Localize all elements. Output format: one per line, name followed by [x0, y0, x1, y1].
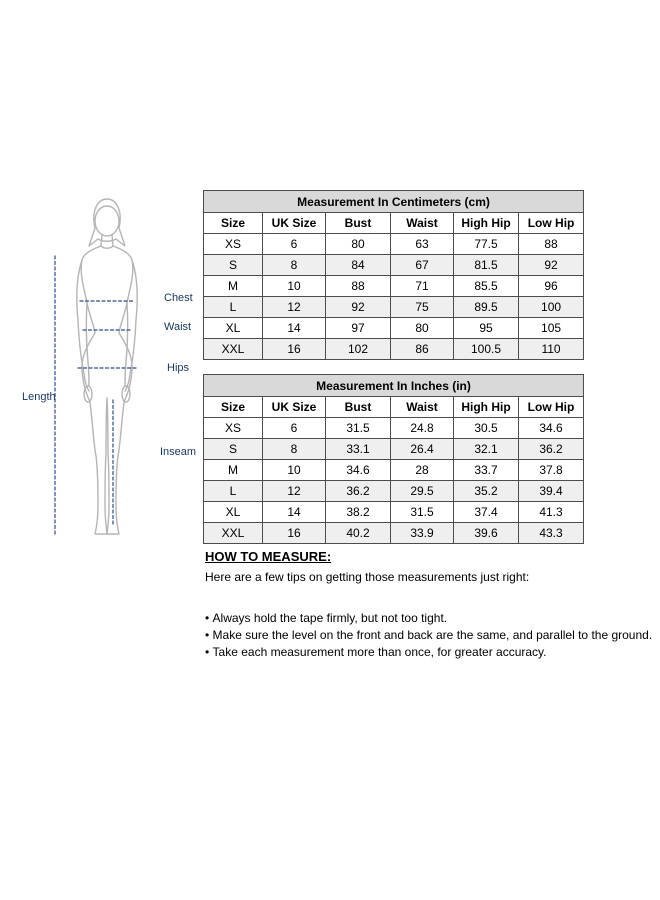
figure-left-arm: [77, 260, 89, 391]
size-cell: 26.4: [391, 439, 454, 460]
size-cell: 33.1: [326, 439, 391, 460]
table-title-row: [204, 191, 584, 213]
column-header: High Hip: [454, 397, 519, 418]
size-cell: 67: [391, 255, 454, 276]
figure-right-arm: [125, 260, 137, 391]
size-row: [204, 276, 584, 297]
measure-tip: • Take each measurement more than once, for greater accuracy.: [205, 644, 655, 661]
size-table-body: [204, 418, 584, 544]
size-cell: 88: [519, 234, 584, 255]
size-cell: 33.9: [391, 523, 454, 544]
size-cell: XL: [204, 502, 263, 523]
size-cell: 80: [391, 318, 454, 339]
size-row: [204, 418, 584, 439]
size-cell: 31.5: [391, 502, 454, 523]
how-to-measure-heading: HOW TO MEASURE:: [205, 549, 332, 564]
size-cell: 81.5: [454, 255, 519, 276]
measure-tip: • Make sure the level on the front and back are the same, and parallel to the ground.: [205, 627, 655, 644]
column-header: Waist: [391, 213, 454, 234]
size-cell: 95: [454, 318, 519, 339]
size-cell: 14: [263, 318, 326, 339]
table-title-row: [204, 375, 584, 397]
size-cell: 33.7: [454, 460, 519, 481]
size-cell: 75: [391, 297, 454, 318]
length-label: Length: [22, 391, 56, 403]
size-row: [204, 255, 584, 276]
size-cell: 35.2: [454, 481, 519, 502]
size-cell: 110: [519, 339, 584, 360]
table-title: Measurement In Centimeters (cm): [204, 191, 584, 213]
column-header: High Hip: [454, 213, 519, 234]
size-row: [204, 502, 584, 523]
size-cell: XL: [204, 318, 263, 339]
size-cell: 71: [391, 276, 454, 297]
tips-list: [205, 610, 655, 661]
size-cell: 39.4: [519, 481, 584, 502]
size-cell: 96: [519, 276, 584, 297]
waist-label: Waist: [164, 321, 192, 333]
size-row: [204, 439, 584, 460]
size-cell: 24.8: [391, 418, 454, 439]
column-header: Low Hip: [519, 397, 584, 418]
size-cell: 8: [263, 255, 326, 276]
size-cell: 92: [326, 297, 391, 318]
size-cell: 39.6: [454, 523, 519, 544]
table-title: Measurement In Inches (in): [204, 375, 584, 397]
measure-tip: • Always hold the tape firmly, but not too tight.: [205, 610, 655, 627]
size-cell: 77.5: [454, 234, 519, 255]
size-cell: 97: [326, 318, 391, 339]
size-cell: 38.2: [326, 502, 391, 523]
size-cell: 86: [391, 339, 454, 360]
body-figure-illustration: [50, 196, 165, 541]
size-cell: XS: [204, 418, 263, 439]
size-cell: 10: [263, 276, 326, 297]
column-header: Waist: [391, 397, 454, 418]
size-cell: 34.6: [519, 418, 584, 439]
size-cell: 100.5: [454, 339, 519, 360]
size-cell: 102: [326, 339, 391, 360]
size-cell: 16: [263, 523, 326, 544]
size-cell: 28: [391, 460, 454, 481]
how-to-measure-intro: Here are a few tips on getting those measurements just right:: [205, 570, 530, 584]
size-cell: 37.8: [519, 460, 584, 481]
size-cell: XXL: [204, 339, 263, 360]
hips-label: Hips: [167, 362, 190, 374]
size-row: [204, 481, 584, 502]
size-cell: XS: [204, 234, 263, 255]
size-cell: 63: [391, 234, 454, 255]
size-cell: 6: [263, 418, 326, 439]
size-cell: 14: [263, 502, 326, 523]
size-cell: 80: [326, 234, 391, 255]
size-cell: 84: [326, 255, 391, 276]
size-table-body: [204, 234, 584, 360]
size-cell: S: [204, 255, 263, 276]
size-row: [204, 234, 584, 255]
size-row: [204, 318, 584, 339]
column-header-row: [204, 213, 584, 234]
size-cell: 36.2: [326, 481, 391, 502]
figure-head: [95, 206, 119, 236]
size-table-cm: [203, 190, 584, 360]
size-cell: 8: [263, 439, 326, 460]
size-cell: 36.2: [519, 439, 584, 460]
size-table-inches: [203, 374, 584, 544]
size-cell: 16: [263, 339, 326, 360]
size-row: [204, 460, 584, 481]
column-header-row: [204, 397, 584, 418]
size-cell: M: [204, 276, 263, 297]
size-cell: M: [204, 460, 263, 481]
size-cell: 12: [263, 297, 326, 318]
size-cell: 92: [519, 255, 584, 276]
how-to-measure-section: [205, 549, 655, 661]
column-header: Bust: [326, 213, 391, 234]
size-cell: 37.4: [454, 502, 519, 523]
size-row: [204, 523, 584, 544]
size-cell: L: [204, 297, 263, 318]
column-header: UK Size: [263, 397, 326, 418]
column-header: Size: [204, 213, 263, 234]
size-cell: 31.5: [326, 418, 391, 439]
inseam-label: Inseam: [160, 446, 197, 458]
size-cell: 10: [263, 460, 326, 481]
size-cell: 88: [326, 276, 391, 297]
size-cell: 34.6: [326, 460, 391, 481]
column-header: Low Hip: [519, 213, 584, 234]
size-cell: S: [204, 439, 263, 460]
column-header: Size: [204, 397, 263, 418]
size-cell: 89.5: [454, 297, 519, 318]
size-cell: 32.1: [454, 439, 519, 460]
size-cell: XXL: [204, 523, 263, 544]
chest-label: Chest: [164, 292, 193, 304]
size-cell: L: [204, 481, 263, 502]
size-cell: 85.5: [454, 276, 519, 297]
size-cell: 100: [519, 297, 584, 318]
size-cell: 40.2: [326, 523, 391, 544]
size-cell: 43.3: [519, 523, 584, 544]
column-header: Bust: [326, 397, 391, 418]
size-cell: 6: [263, 234, 326, 255]
size-cell: 12: [263, 481, 326, 502]
size-row: [204, 339, 584, 360]
size-cell: 41.3: [519, 502, 584, 523]
size-cell: 30.5: [454, 418, 519, 439]
size-cell: 105: [519, 318, 584, 339]
size-row: [204, 297, 584, 318]
size-cell: 29.5: [391, 481, 454, 502]
column-header: UK Size: [263, 213, 326, 234]
